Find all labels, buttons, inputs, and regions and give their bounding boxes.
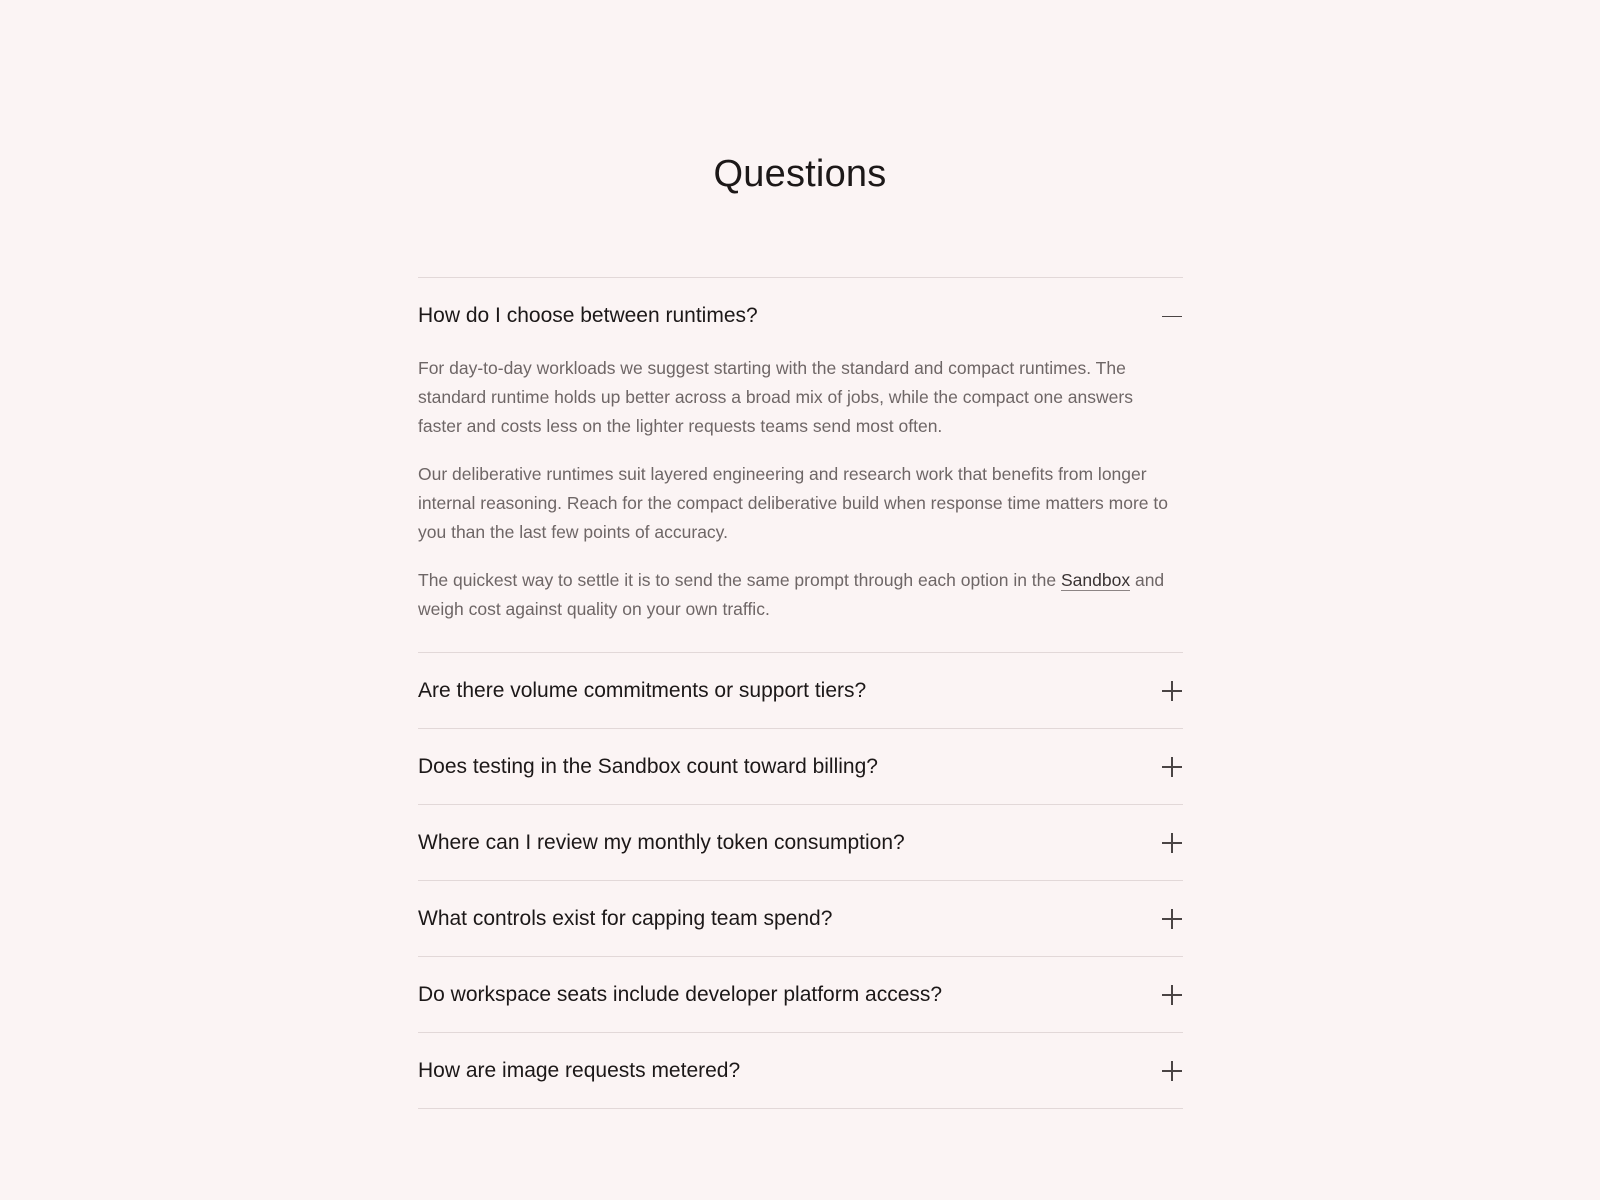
faq-question-text: Does testing in the Sandbox count toward billing? xyxy=(418,754,878,778)
faq-item-image-requests xyxy=(418,1033,1183,1109)
faq-question-text: Do workspace seats include developer platform access? xyxy=(418,982,943,1006)
faq-item-workspace-seats xyxy=(418,957,1183,1033)
plus-icon[interactable] xyxy=(1162,681,1182,701)
faq-question-text: Are there volume commitments or support tiers? xyxy=(418,678,867,702)
faq-question-button[interactable] xyxy=(418,957,1183,1032)
faq-answer-text: The quickest way to settle it is to send the same prompt through each option in the xyxy=(418,570,1061,590)
plus-icon[interactable] xyxy=(1162,833,1182,853)
faq-item-token-consumption xyxy=(418,805,1183,881)
faq-list xyxy=(418,277,1183,1109)
faq-question-button[interactable] xyxy=(418,729,1183,804)
faq-item-runtimes xyxy=(418,278,1183,653)
plus-icon[interactable] xyxy=(1162,909,1182,929)
faq-question-text: Where can I review my monthly token consumption? xyxy=(418,830,905,854)
faq-answer xyxy=(418,354,1183,652)
plus-icon[interactable] xyxy=(1162,1061,1182,1081)
faq-item-sandbox-billing xyxy=(418,729,1183,805)
plus-icon[interactable] xyxy=(1162,985,1182,1005)
faq-question-text: What controls exist for capping team spend? xyxy=(418,906,833,930)
faq-question-button[interactable] xyxy=(418,1033,1183,1108)
faq-answer-paragraph: Our deliberative runtimes suit layered engineering and research work that benefits from longer internal reasoning. Reach for the compact deliberative build when response time matters more to you than the last few points of accuracy. xyxy=(418,464,1168,542)
faq-question-text: How are image requests metered? xyxy=(418,1058,741,1082)
faq-question-button[interactable] xyxy=(418,805,1183,880)
plus-icon[interactable] xyxy=(1162,757,1182,777)
sandbox-link[interactable]: Sandbox xyxy=(1061,570,1131,590)
faq-item-volume-commitments xyxy=(418,653,1183,729)
faq-item-spend-controls xyxy=(418,881,1183,957)
faq-question-button[interactable] xyxy=(418,653,1183,728)
faq-question-button[interactable] xyxy=(418,278,1183,354)
page-title: Questions xyxy=(713,153,887,195)
faq-question-text: How do I choose between runtimes? xyxy=(418,304,758,327)
faq-answer-paragraph xyxy=(418,566,1178,624)
faq-answer-text: and weigh cost against quality on your own traffic. xyxy=(418,570,1165,619)
faq-answer-paragraph: For day-to-day workloads we suggest starting with the standard and compact runtimes. The standard runtime holds up better across a broad mix of jobs, while the compact one answers faster and costs less on the lighter requests teams send most often. xyxy=(418,358,1133,436)
faq-question-button[interactable] xyxy=(418,881,1183,956)
minus-icon[interactable] xyxy=(1162,306,1182,326)
